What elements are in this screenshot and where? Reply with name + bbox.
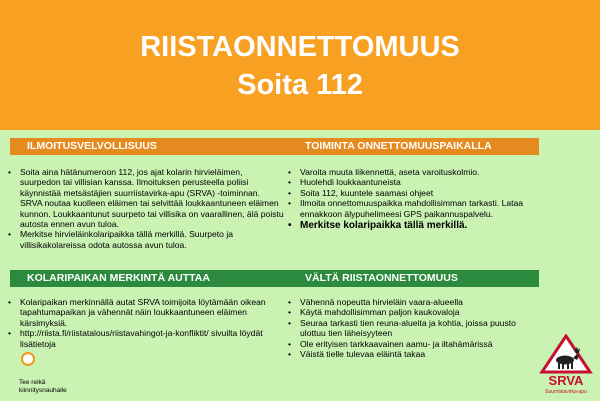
list-item: • Ilmoita onnettomuuspaikka mahdollisimman tarkasti. Lataa ennakkoon älypuhelimeesi GPS paikannuspalvelu. xyxy=(284,198,564,219)
list-avoid xyxy=(284,297,534,359)
list-item: • Vähennä nopeutta hirvieläin vaara-alueella xyxy=(284,297,534,307)
hole-label xyxy=(19,379,67,395)
header-banner xyxy=(0,0,600,130)
list-notice-duty xyxy=(4,167,284,250)
section-header-accident-site xyxy=(278,138,539,155)
section-header-marking xyxy=(10,270,297,287)
list-marking xyxy=(4,297,272,349)
list-item: • Soita aina hätänumeroon 112, jos ajat kolarin hirvieläimen, suurpedon tai villisian kanssa. Ilmoituksen perusteella poliisi käynnistää metsästäjien suurriistavirka-apu (SRVA) -toiminnan. SRVA noutaa kuolleen eläimen tai selvittää loukkaantuneen eläimen kunnon. Loukkaantunut suurpeto tai villisika on vaarallinen, älä poistu autosta ennen avun tuloa. xyxy=(4,167,284,229)
section-header-avoid xyxy=(278,270,539,287)
list-item: • http://riista.fi/riistatalous/riistavahingot-ja-konfliktit/ sivuilta löydät lisätietoja xyxy=(4,328,272,349)
attachment-hole-marker-icon xyxy=(21,352,35,366)
section-title-avoid: VÄLTÄ RIISTAONNETTOMUUS xyxy=(305,272,458,284)
list-item: • Merkitse hirvieläinkolaripaikka tällä merkillä. Suurpeto ja villisikakolareissa odota autossa avun tuloa. xyxy=(4,229,284,250)
list-item: • Ole erityisen tarkkaavainen aamu- ja iltahämärissä xyxy=(284,339,534,349)
list-item-emphasis: • Merkitse kolaripaikka tällä merkillä. xyxy=(284,220,564,232)
hole-label-line1: Tee reikä xyxy=(19,379,46,386)
section-title-marking: KOLARIPAIKAN MERKINTÄ AUTTAA xyxy=(27,272,210,284)
logo-text: SRVA xyxy=(548,373,584,388)
list-item: • Soita 112, kuuntele saamasi ohjeet xyxy=(284,188,564,198)
list-item: • Väistä tielle tulevaa eläintä takaa xyxy=(284,349,534,359)
list-item: • Käytä mahdollisimman paljon kaukovaloja xyxy=(284,307,534,317)
moose-warning-triangle-icon xyxy=(536,334,596,396)
srva-logo xyxy=(536,334,596,396)
section-title-notice-duty: ILMOITUSVELVOLLISUUS xyxy=(27,140,157,152)
list-item: • Varoita muuta liikennettä, aseta varoituskolmio. xyxy=(284,167,564,177)
list-accident-site xyxy=(284,167,564,232)
list-item: • Kolaripaikan merkinnällä autat SRVA toimijoita löytämään oikean tapahtumapaikan ja vähennät näin loukkaantuneen eläimen kärsimyksiä. xyxy=(4,297,272,328)
section-title-accident-site: TOIMINTA ONNETTOMUUSPAIKALLA xyxy=(305,140,492,152)
list-item: • Huolehdi loukkaantuneista xyxy=(284,177,564,187)
hole-label-line2: kiinnitysnauhalle xyxy=(19,387,67,394)
logo-subtext: Suurriistavirka-apu xyxy=(545,389,587,395)
list-item: • Seuraa tarkasti tien reuna-alueita ja kohtia, joissa puusto ulottuu tien läheisyyteen xyxy=(284,318,534,339)
page-subtitle-emergency-number: Soita 112 xyxy=(237,69,363,101)
section-header-notice-duty xyxy=(10,138,297,155)
page-title: RIISTAONNETTOMUUS xyxy=(140,31,460,63)
